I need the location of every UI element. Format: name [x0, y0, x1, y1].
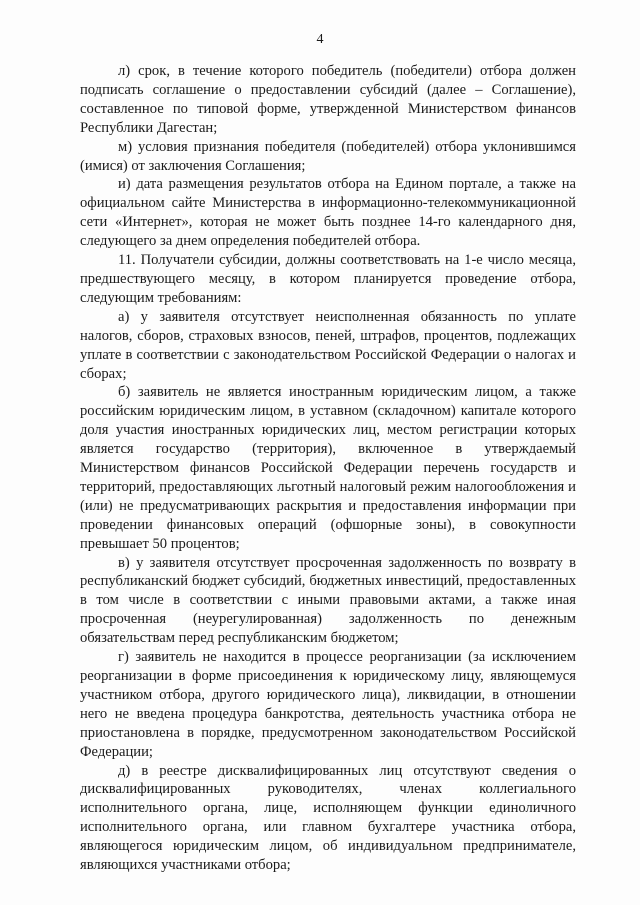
paragraph-g-no-reorganization: г) заявитель не находится в процессе реорганизации (за исключением реорганизации в форме присоединения к юридическому лицу, являющемуся участником отбора, другого юридического лица), ликвидации, в отношении него не введена процедура банкротства, деятельность участника отбора не приостановлена в порядке, предусмотренном законодательством Российской Федерации;	[80, 649, 576, 760]
document-body	[80, 62, 576, 875]
paragraph-m-evasion-conditions: м) условия признания победителя (победителей) отбора уклонившимся (имися) от заключения Соглашения;	[80, 138, 576, 174]
paragraph-a-no-tax-debt: а) у заявителя отсутствует неисполненная обязанность по уплате налогов, сборов, страховых взносов, пеней, штрафов, процентов, подлежащих уплате в соответствии с законодательством Российской Федерации о налогах и сборах;	[80, 308, 576, 382]
paragraph-b-not-foreign-entity: б) заявитель не является иностранным юридическим лицом, а также российским юридическим лицом, в уставном (складочном) капитале которого доля участия иностранных юридических лиц, местом регистрации которых является государство (территория), включенное в утверждаемый Министерством финансов Российской Федерации перечень государств и территорий, предоставляющих льготный налоговый режим налогообложения и (или) не предусматривающих раскрытия и предоставления информации при проведении финансовых операций (офшорные зоны), в совокупности превышает 50 процентов;	[80, 384, 576, 552]
paragraph-i-results-publication: и) дата размещения результатов отбора на Едином портале, а также на официальном сайте Министерства в информационно-телекоммуникационной сети «Интернет», которая не может быть позднее 14-го календарного дня, следующего за днем определения победителей отбора.	[80, 176, 576, 250]
paragraph-d-disqualified-persons: д) в реестре дисквалифицированных лиц отсутствуют сведения о дисквалифицированных руководителях, членах коллегиального исполнительного органа, лице, исполняющем функции единоличного исполнительного органа, или главном бухгалтере участника отбора, являющегося юридическим лицом, об индивидуальном предпринимателе, являющихся участниками отбора;	[80, 762, 576, 874]
page-number: 4	[316, 32, 324, 47]
paragraph-11-recipient-requirements: 11. Получатели субсидии, должны соответствовать на 1-е число месяца, предшествующего месяцу, в котором планируется проведение отбора, следующим требованиям:	[80, 252, 576, 306]
paragraph-l-signing-deadline: л) срок, в течение которого победитель (победители) отбора должен подписать соглашение о предоставлении субсидий (далее – Соглашение), составленное по типовой форме, утвержденной Министерством финансов Республики Дагестан;	[80, 63, 576, 136]
paragraph-v-no-overdue-budget-debt: в) у заявителя отсутствует просроченная задолженность по возврату в республиканский бюджет субсидий, бюджетных инвестиций, предоставленных в том числе в соответствии с иными правовыми актами, а также иная просроченная (неурегулированная) задолженность по денежным обязательствам перед республиканским бюджетом;	[80, 554, 576, 647]
